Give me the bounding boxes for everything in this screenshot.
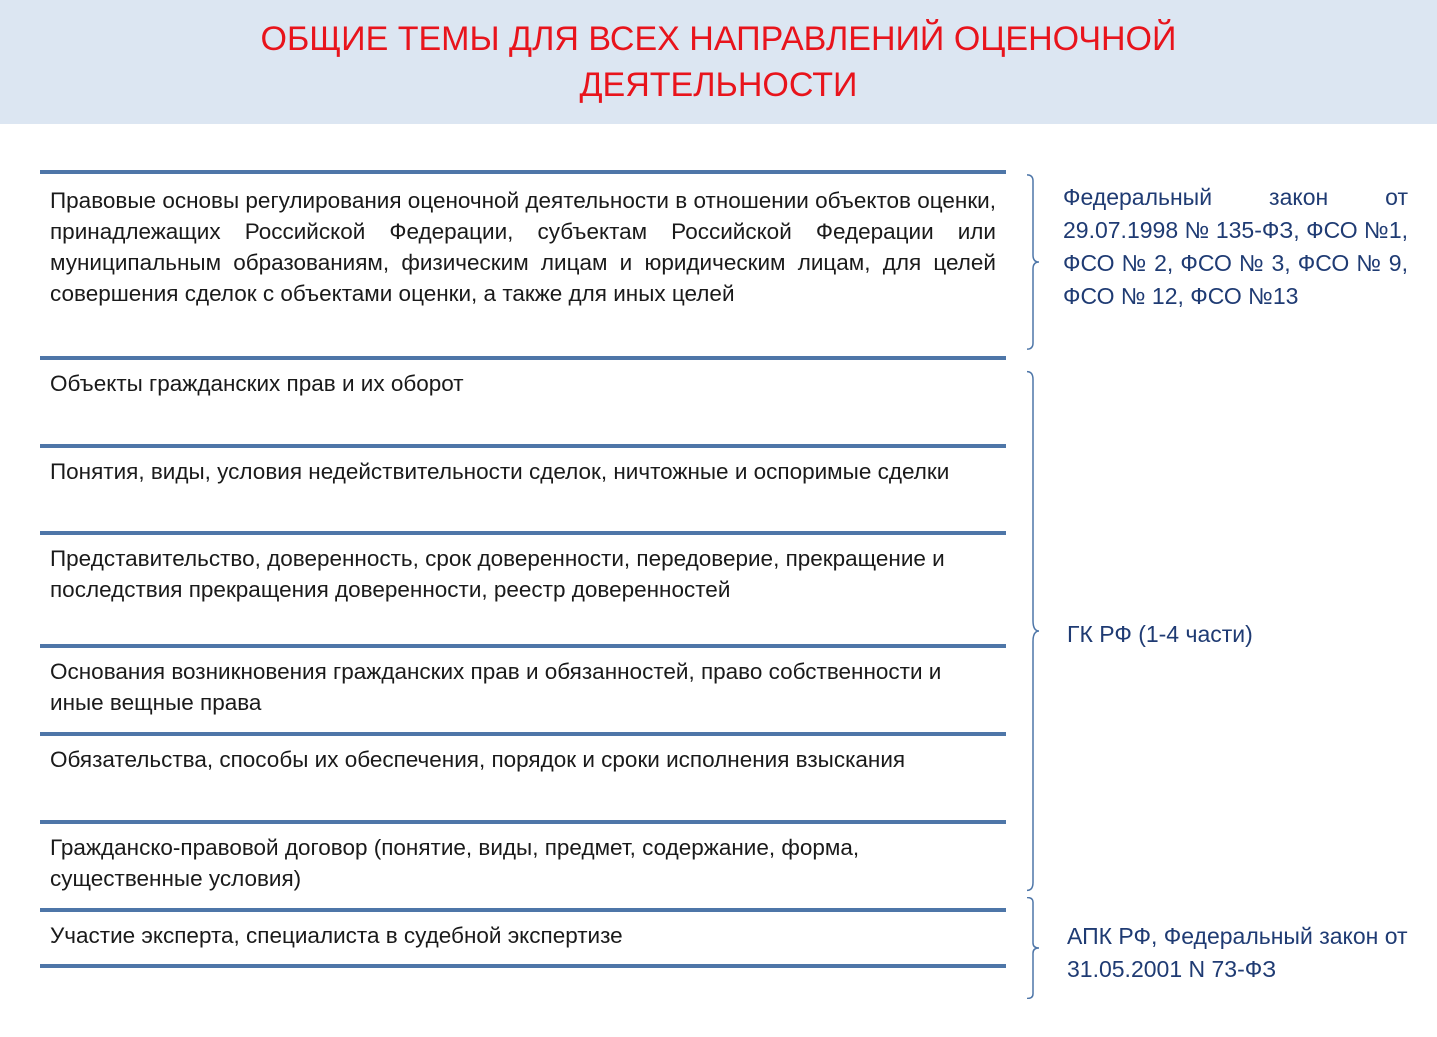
topic-text: Участие эксперта, специалиста в судебной экспертизе <box>50 923 623 948</box>
topic-row-civil-contract <box>40 820 1006 908</box>
topic-row-expert-participation <box>40 908 1006 968</box>
page-title <box>0 16 1437 108</box>
header-banner <box>0 0 1437 124</box>
right-brace-icon <box>1026 369 1040 893</box>
topic-row-civil-rights-objects <box>40 356 1006 444</box>
topic-text: Представительство, доверенность, срок доверенности, передоверие, прекращение и последствия прекращения доверенности, реестр доверенностей <box>50 546 945 602</box>
topic-text: Понятия, виды, условия недействительности сделок, ничтожные и оспоримые сделки <box>50 459 950 484</box>
topic-text: Гражданско-правовой договор (понятие, виды, предмет, содержание, форма, существенные условия) <box>50 835 860 891</box>
source-federal-law-135: Федеральный закон от 29.07.1998 № 135-ФЗ, ФСО №1, ФСО № 2, ФСО № 3, ФСО № 9, ФСО № 12, ФСО №13 <box>1063 184 1408 309</box>
topic-row-invalid-transactions <box>40 444 1006 531</box>
topic-text: Правовые основы регулирования оценочной деятельности в отношении объектов оценки, принадлежащих Российской Федерации, субъектам Российской Федерации или муниципальным образованиям, физическим лицам и юридическим лицам, для целей совершения сделок с объектами оценки, а также для иных целей <box>50 188 996 306</box>
title-line-2: ДЕЯТЕЛЬНОСТИ <box>579 66 858 104</box>
topic-row-property-rights <box>40 644 1006 732</box>
topic-row-obligations <box>40 732 1006 820</box>
source-apk-federal-law-73: АПК РФ, Федеральный закон от 31.05.2001 N 73-ФЗ <box>1067 923 1408 982</box>
source-civil-code: ГК РФ (1-4 части) <box>1067 621 1253 647</box>
topic-row-representation <box>40 531 1006 644</box>
right-brace-icon <box>1026 897 1040 999</box>
topic-list <box>40 170 1006 968</box>
right-brace-icon <box>1026 174 1040 350</box>
topic-row-legal-basis <box>40 170 1006 356</box>
topic-text: Основания возникновения гражданских прав и обязанностей, право собственности и иные вещные права <box>50 659 942 715</box>
topic-text: Объекты гражданских прав и их оборот <box>50 371 464 396</box>
title-line-1: ОБЩИЕ ТЕМЫ ДЛЯ ВСЕХ НАПРАВЛЕНИЙ ОЦЕНОЧНОЙ <box>260 20 1177 58</box>
topic-text: Обязательства, способы их обеспечения, порядок и сроки исполнения взыскания <box>50 747 906 772</box>
